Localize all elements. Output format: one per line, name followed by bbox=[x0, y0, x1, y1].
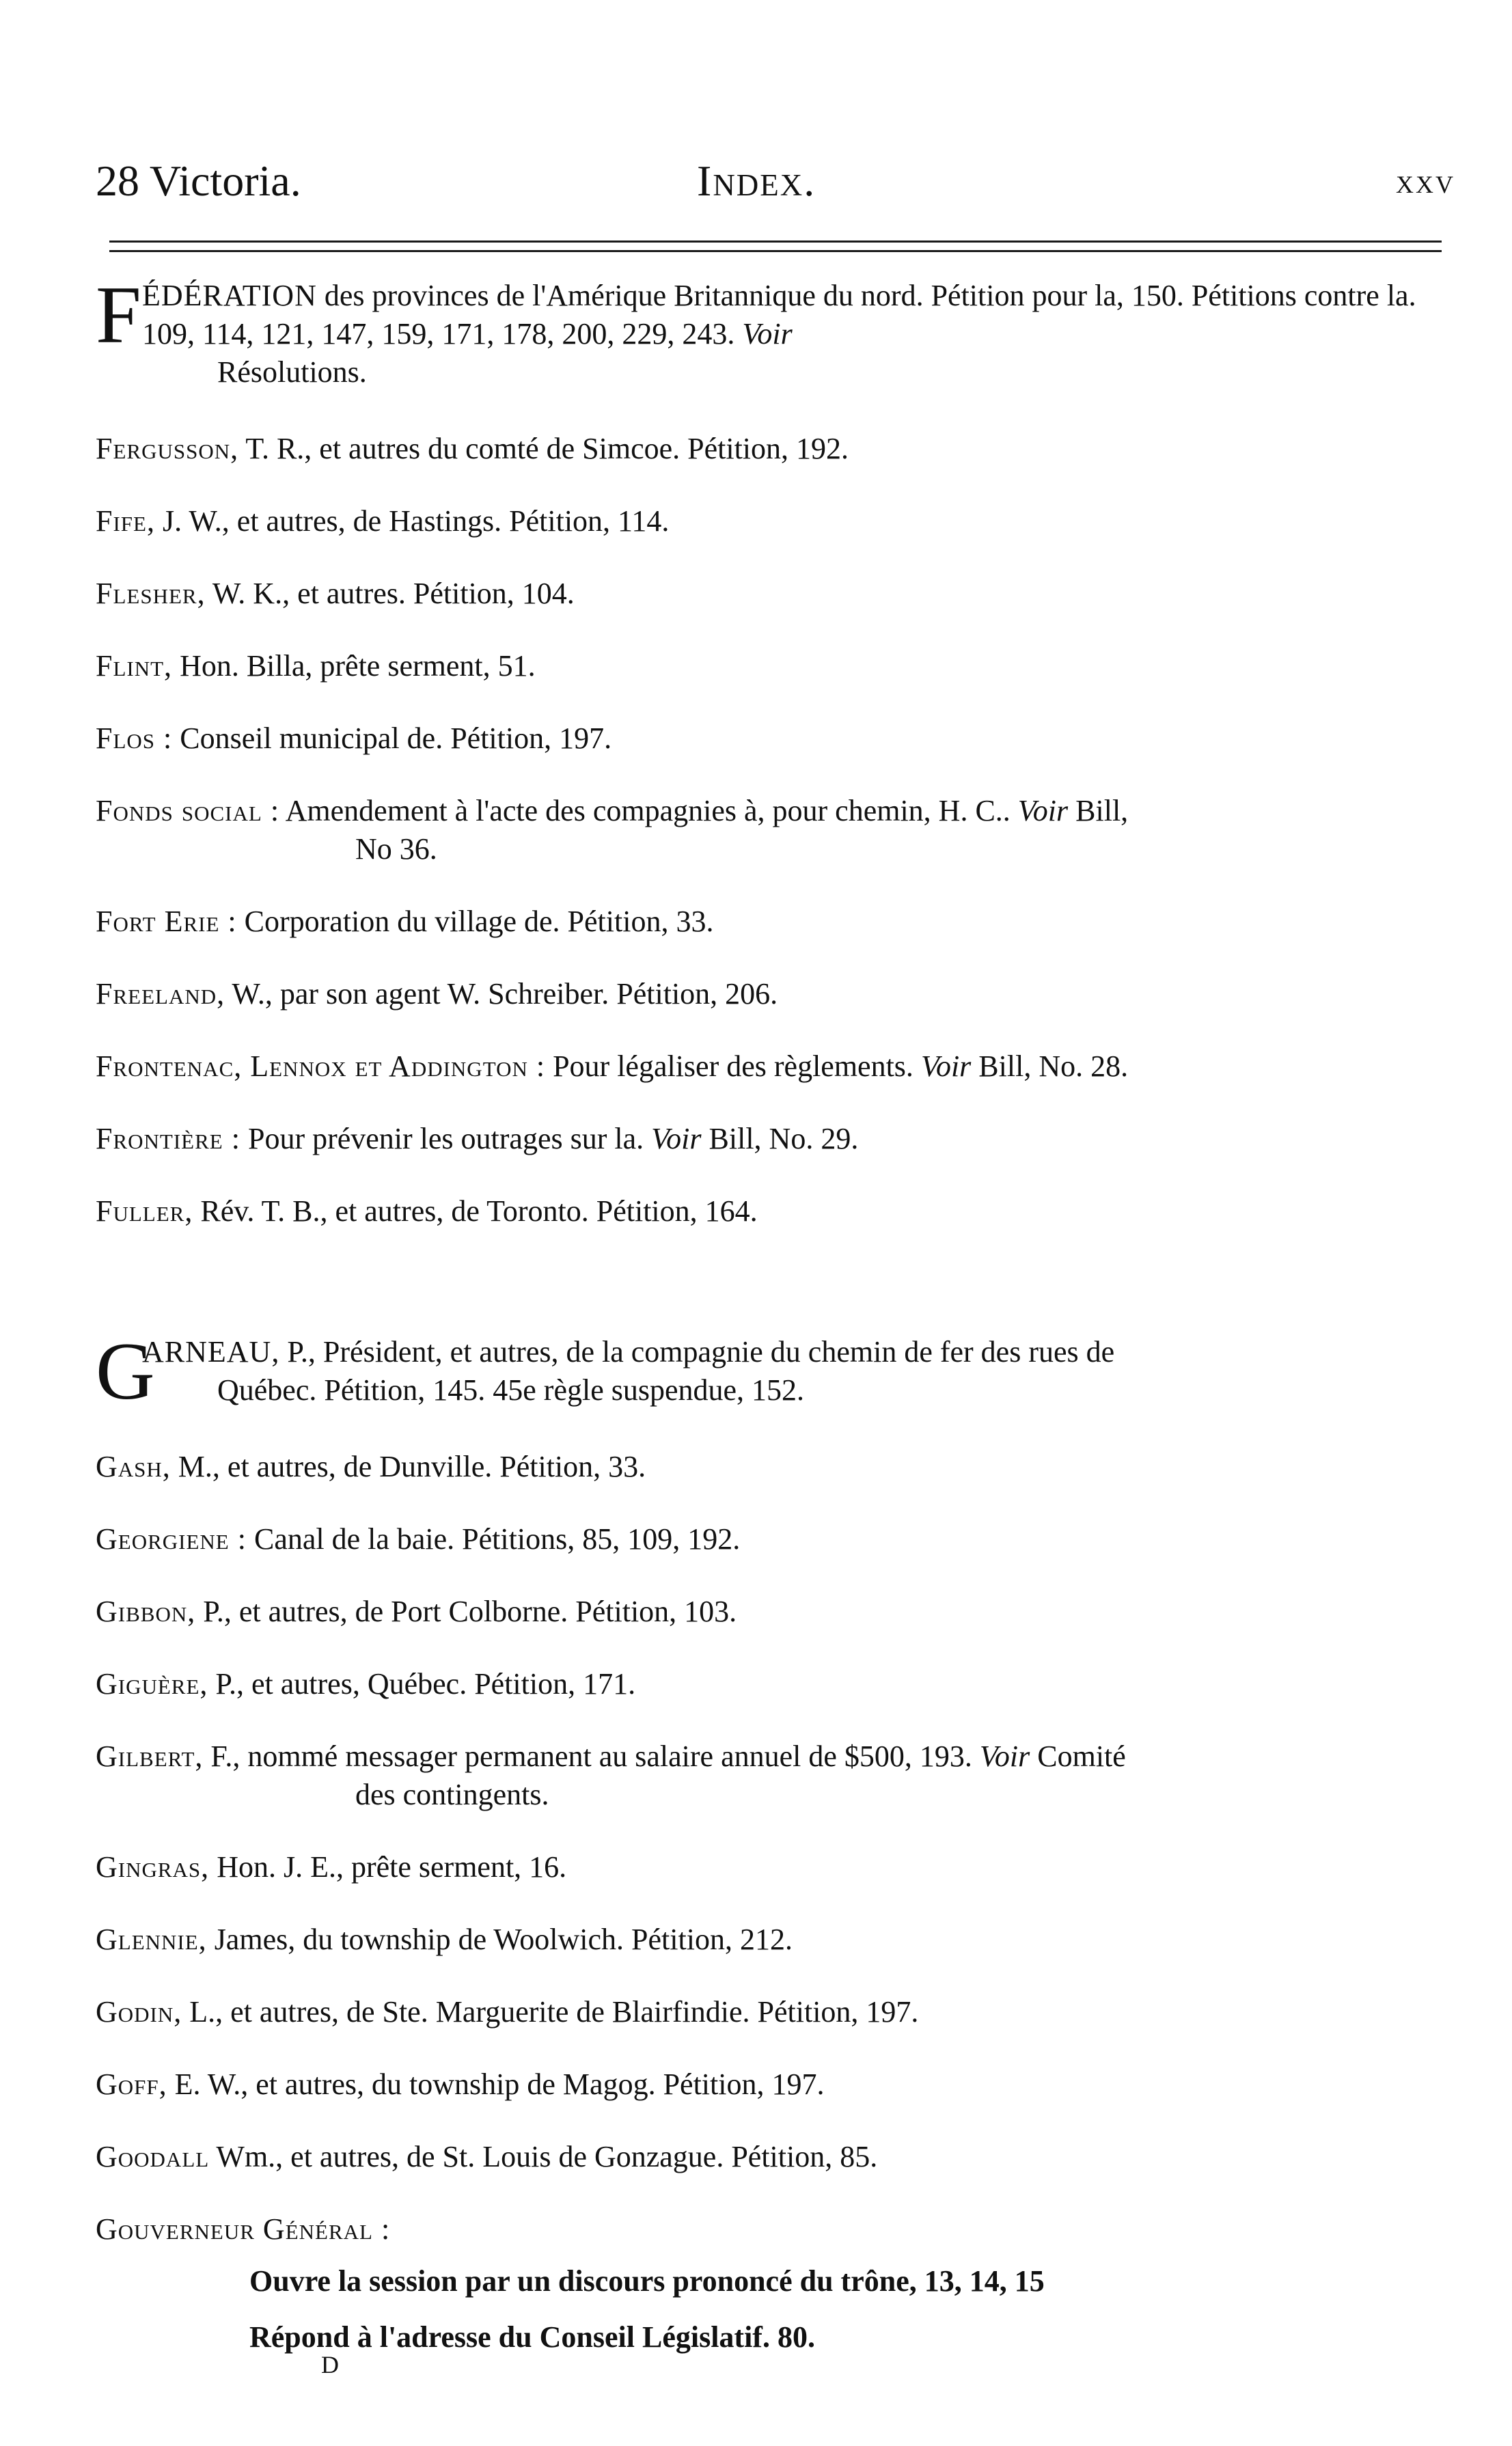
entry-fuller bbox=[96, 1192, 1455, 1231]
entry-text: W., par son agent W. Schreiber. Pétition, 206. bbox=[232, 977, 778, 1011]
entry-glennie bbox=[96, 1921, 1455, 1959]
entry-head: Gingras, bbox=[96, 1850, 210, 1884]
entry-federation bbox=[96, 269, 1455, 391]
entry-frontenac bbox=[96, 1047, 1455, 1086]
entry-text: M., et autres, de Dunville. Pétition, 33. bbox=[178, 1450, 646, 1483]
entry-text: T. R., et autres du comté de Simcoe. Pétition, 192. bbox=[245, 432, 849, 465]
entry-head: Fife, bbox=[96, 504, 155, 538]
drop-cap-f: F bbox=[96, 269, 141, 360]
entry-head: Gouverneur Général : bbox=[96, 2212, 391, 2246]
entry-head: Flos : bbox=[96, 722, 173, 755]
voir-label: Voir bbox=[651, 1122, 702, 1155]
entry-goff bbox=[96, 2065, 1455, 2104]
entry-garneau-lead: ARNEAU, bbox=[142, 1335, 280, 1369]
running-head-title: Index. bbox=[697, 156, 816, 205]
entry-godin bbox=[96, 1993, 1455, 2031]
entry-giguere bbox=[96, 1665, 1455, 1703]
entry-tail: Bill, No. 28. bbox=[978, 1049, 1129, 1083]
entry-text: Canal de la baie. Pétitions, 85, 109, 192. bbox=[253, 1522, 741, 1556]
entry-text: Corporation du village de. Pétition, 33. bbox=[244, 905, 714, 938]
entry-text: P., et autres, de Port Colborne. Pétition, 103. bbox=[203, 1595, 737, 1628]
entry-federation-cont: Résolutions. bbox=[217, 355, 367, 389]
entry-head: Giguère, bbox=[96, 1667, 208, 1701]
index-entries bbox=[96, 269, 1455, 2374]
entry-text: J. W., et autres, de Hastings. Pétition, 114. bbox=[162, 504, 670, 538]
entry-head: Fort Erie : bbox=[96, 905, 237, 938]
entry-tail: Bill, bbox=[1075, 794, 1129, 827]
entry-fort-erie bbox=[96, 903, 1455, 941]
entry-text: E. W., et autres, du township de Magog. Pétition, 197. bbox=[174, 2067, 825, 2101]
entry-garneau-cont: Québec. Pétition, 145. 45e règle suspendue, 152. bbox=[217, 1373, 805, 1407]
page-number: xxv bbox=[1396, 162, 1455, 201]
entry-cont: No 36. bbox=[355, 832, 437, 866]
entry-garneau-text: P., Président, et autres, de la compagnie du chemin de fer des rues de bbox=[287, 1335, 1115, 1369]
entry-gingras bbox=[96, 1848, 1455, 1886]
entry-text: L., et autres, de Ste. Marguerite de Blairfindie. Pétition, 197. bbox=[189, 1995, 919, 2029]
entry-freeland bbox=[96, 975, 1455, 1013]
entry-gouverneur bbox=[96, 2210, 1455, 2249]
entry-head: Fonds social : bbox=[96, 794, 280, 827]
entry-text: Hon. J. E., prête serment, 16. bbox=[217, 1850, 567, 1884]
drop-cap-g: G bbox=[96, 1325, 155, 1416]
voir-label: Voir bbox=[979, 1740, 1030, 1773]
entry-head: Fergusson, bbox=[96, 432, 239, 465]
entry-flint bbox=[96, 647, 1455, 685]
entry-flesher bbox=[96, 575, 1455, 613]
entry-text: Rév. T. B., et autres, de Toronto. Pétition, 164. bbox=[200, 1194, 758, 1228]
entry-text: Conseil municipal de. Pétition, 197. bbox=[180, 722, 612, 755]
voir-label: Voir bbox=[1017, 794, 1069, 827]
entry-text: Wm., et autres, de St. Louis de Gonzague. Pétition, 85. bbox=[216, 2140, 878, 2173]
entry-head: Frontenac, Lennox et Addington : bbox=[96, 1049, 546, 1083]
entry-text: W. K., et autres. Pétition, 104. bbox=[212, 577, 575, 610]
entry-head: Godin, bbox=[96, 1995, 182, 2029]
entry-head: Glennie, bbox=[96, 1923, 207, 1956]
entry-federation-lead: ÉDÉRATION bbox=[142, 279, 317, 312]
entry-fergusson bbox=[96, 430, 1455, 468]
entry-head: Goff, bbox=[96, 2067, 167, 2101]
entry-text: Amendement à l'acte des compagnies à, pour chemin, H. C.. bbox=[285, 794, 1011, 827]
voir-label: Voir bbox=[742, 317, 793, 351]
entry-frontiere bbox=[96, 1120, 1455, 1158]
entry-head: Freeland, bbox=[96, 977, 225, 1011]
entry-flos bbox=[96, 719, 1455, 758]
entry-gibbon bbox=[96, 1593, 1455, 1631]
voir-label: Voir bbox=[920, 1049, 972, 1083]
sub-entry: Répond à l'adresse du Conseil Législatif. 80. bbox=[249, 2320, 815, 2354]
entry-head: Gash, bbox=[96, 1450, 171, 1483]
entry-head: Georgiene : bbox=[96, 1522, 247, 1556]
entry-text: Pour légaliser des règlements. bbox=[553, 1049, 913, 1083]
entry-head: Gilbert, bbox=[96, 1740, 204, 1773]
section-gap bbox=[96, 1265, 1455, 1333]
entry-text: Hon. Billa, prête serment, 51. bbox=[180, 649, 536, 683]
running-head bbox=[96, 156, 1455, 217]
entry-federation-text: des provinces de l'Amérique Britannique du nord. Pétition pour la, 150. Pétitions contre la. 109, 114, 121, 147, 159, 171, 178, 200, 229, 243. bbox=[142, 279, 1416, 351]
gouverneur-sublist bbox=[96, 2262, 1455, 2356]
entry-gilbert bbox=[96, 1737, 1455, 1814]
entry-text: P., et autres, Québec. Pétition, 171. bbox=[215, 1667, 636, 1701]
entry-gash bbox=[96, 1448, 1455, 1486]
entry-georgiene bbox=[96, 1520, 1455, 1558]
entry-head: Gibbon, bbox=[96, 1595, 196, 1628]
entry-garneau bbox=[96, 1325, 1455, 1416]
entry-goodall bbox=[96, 2138, 1455, 2176]
entry-head: Flesher, bbox=[96, 577, 206, 610]
entry-head: Goodall bbox=[96, 2140, 210, 2173]
entry-fife bbox=[96, 502, 1455, 540]
entry-text: James, du township de Woolwich. Pétition, 212. bbox=[214, 1923, 793, 1956]
header-rule-bottom bbox=[109, 250, 1442, 252]
entry-head: Frontière : bbox=[96, 1122, 240, 1155]
entry-tail: Bill, No. 29. bbox=[709, 1122, 859, 1155]
entry-text: Pour prévenir les outrages sur la. bbox=[247, 1122, 644, 1155]
entry-cont: des contingents. bbox=[355, 1778, 549, 1811]
entry-head: Flint, bbox=[96, 649, 173, 683]
entry-head: Fuller, bbox=[96, 1194, 193, 1228]
header-rule-top bbox=[109, 241, 1442, 243]
running-head-left: 28 Victoria. bbox=[96, 156, 301, 205]
entry-fonds-social bbox=[96, 792, 1455, 868]
entry-text: F., nommé messager permanent au salaire annuel de $500, 193. bbox=[210, 1740, 972, 1773]
signature-mark: D bbox=[321, 2351, 339, 2378]
sub-entry: Ouvre la session par un discours prononcé du trône, 13, 14, 15 bbox=[249, 2264, 1045, 2298]
entry-tail: Comité bbox=[1037, 1740, 1126, 1773]
